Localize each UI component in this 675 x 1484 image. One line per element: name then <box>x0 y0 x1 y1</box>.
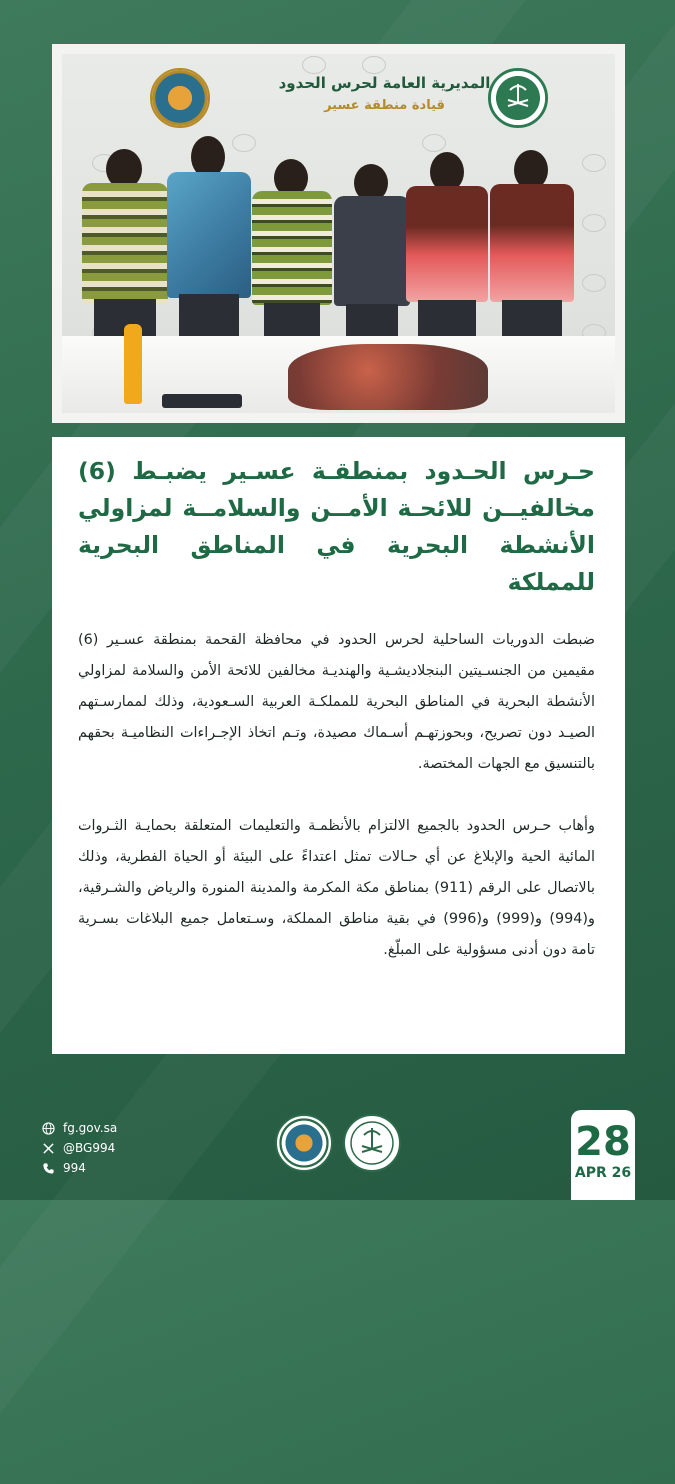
date-month-year: APR 26 <box>574 1165 632 1181</box>
wall-pattern <box>582 274 606 292</box>
website-text: fg.gov.sa <box>63 1121 118 1135</box>
wall-pattern <box>582 154 606 172</box>
seized-fish <box>288 344 488 410</box>
article-paragraph-1: ضبطت الدوريات الساحلية لحرس الحدود في محافظة القحمة بمنطقة عسـير (6) مقيمين من الجنسـيتين البنجلاديشـية والهنديـة مخالفين للائحة الأمن والسلامة لمزاولي الأنشطة البحرية في المناطق البحرية للمملكـة العربية السـعودية، وذلك لممارسـتهم الصيـد دون تصريح، وبحوزتهـم أسـماك مصيدة، وتـم اتخاذ الإجـراءات النظاميـة بحقهم بالتنسيق مع الجهات المختصة. <box>78 632 595 772</box>
article-paragraph-2: وأهاب حـرس الحدود بالجميع الالتزام بالأنظمـة والتعليمات المتعلقة بحمايـة الثـروات المائية الحية والإبلاغ عن أي حـالات تمثل اعتداءً على البيئة أو الحياة الفطرية، وذلك بالاتصال على الرقم (911) بمناطق مكة المكرمة والمدينة المنورة والرياض والشـرقية، و(994) و(999) و(996) في بقية مناطق المملكة، وسـتعامل جميع البلاغات بسـرية تامة دون أدنى مسؤولية على المبلّغ. <box>78 818 595 958</box>
wall-pattern <box>422 134 446 152</box>
header-region-command: قيادة منطقة عسير <box>324 98 445 113</box>
person <box>490 150 574 346</box>
x-handle-text: @BG994 <box>63 1141 116 1155</box>
person <box>334 164 410 344</box>
border-guard-seal <box>275 1114 333 1172</box>
photo-header <box>257 74 512 113</box>
border-guard-emblem <box>150 68 210 128</box>
person <box>80 149 170 349</box>
date-day: 28 <box>575 1119 631 1165</box>
globe-icon <box>42 1122 55 1135</box>
phone-text: 994 <box>63 1161 86 1175</box>
phones <box>162 394 242 408</box>
photo-card <box>52 44 625 423</box>
palm-swords-icon <box>345 1116 399 1170</box>
article-card <box>52 437 625 1054</box>
wall-pattern <box>582 214 606 232</box>
x-logo-icon <box>42 1142 55 1155</box>
seizure-photo <box>62 54 615 413</box>
header-directorate: المديرية العامة لحرس الحدود <box>278 74 491 92</box>
ministry-seal <box>343 1114 401 1172</box>
date-badge <box>571 1110 635 1200</box>
flashlight <box>124 324 142 404</box>
person <box>167 136 251 346</box>
footer-contacts <box>42 1118 117 1178</box>
wall-pattern <box>362 56 386 74</box>
phone-icon <box>42 1162 55 1175</box>
phone-link[interactable] <box>42 1158 117 1178</box>
person <box>252 159 332 349</box>
wall-pattern <box>302 56 326 74</box>
x-link[interactable] <box>42 1138 117 1158</box>
person <box>406 152 488 347</box>
website-link[interactable] <box>42 1118 117 1138</box>
article-title: حـرس الحـدود بمنطقـة عسـير يضبـط (6) مخالفيــن للائحـة الأمــن والسلامــة لمزاولي الأنشطة البحرية في المناطق البحرية للمملكة <box>78 457 595 596</box>
